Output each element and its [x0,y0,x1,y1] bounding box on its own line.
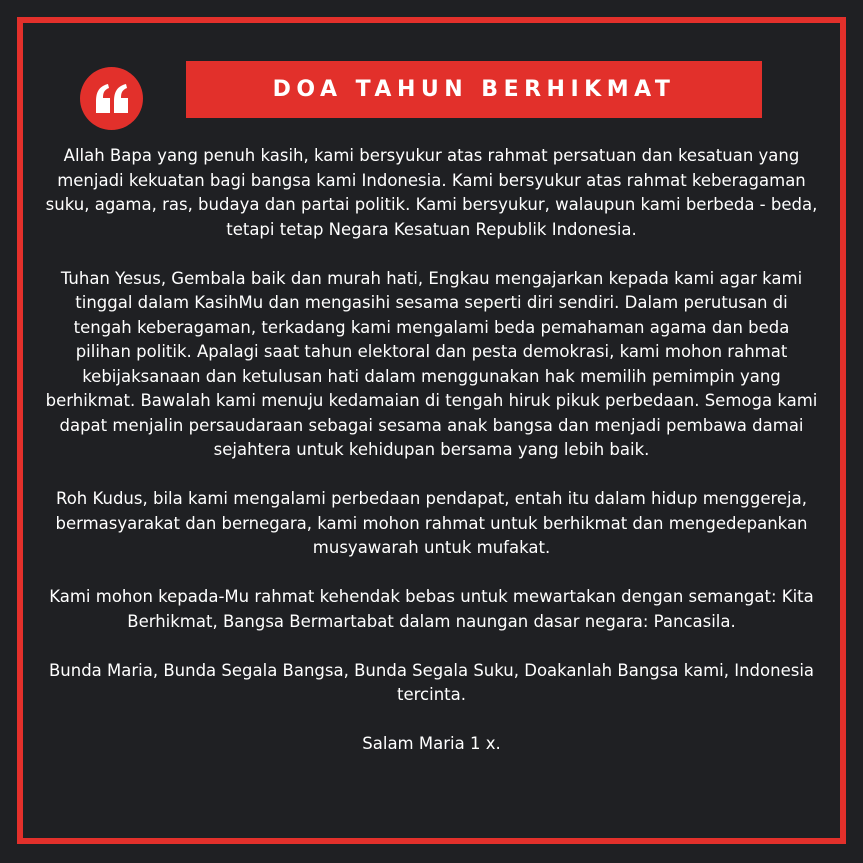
paragraph-4: Kami mohon kepada-Mu rahmat kehendak bebas untuk mewartakan dengan semangat: Kita Berhikmat, Bangsa Bermartabat dalam naungan dasar negara: Pancasila. [49,587,814,631]
closing-line: Salam Maria 1 x. [362,734,501,753]
card-frame [17,17,846,844]
paragraph-3: Roh Kudus, bila kami mengalami perbedaan pendapat, entah itu dalam hidup menggereja, bermasyarakat dan bernegara, kami mohon rahmat untuk berhikmat dan mengedepankan musyawarah untuk mufakat. [55,489,808,557]
prayer-text [45,144,818,757]
page-title: DOA TAHUN BERHIKMAT [272,77,676,102]
paragraph-1: Allah Bapa yang penuh kasih, kami bersyukur atas rahmat persatuan dan kesatuan yang menjadi kekuatan bagi bangsa kami Indonesia. Kami bersyukur atas rahmat keberagaman suku, agama, ras, budaya dan partai politik. Kami bersyukur, walaupun kami berbeda - beda, tetapi tetap Negara Kesatuan Republik Indonesia. [45,146,818,239]
title-banner [186,61,762,118]
paragraph-5: Bunda Maria, Bunda Segala Bangsa, Bunda Segala Suku, Doakanlah Bangsa kami, Indonesia tercinta. [48,660,815,704]
quotation-mark-icon [95,84,129,114]
quote-badge [80,67,143,130]
paragraph-2: Tuhan Yesus, Gembala baik dan murah hati, Engkau mengajarkan kepada kami agar kami tinggal dalam KasihMu dan mengasihi sesama seperti diri sendiri. Dalam perutusan di tengah keberagaman, terkadang kami mengalami beda pemahaman agama dan beda pilihan politik. Apalagi saat tahun elektoral dan pesta demokrasi, kami mohon rahmat kebijaksanaan dan ketulusan hati dalam menggunakan hak memilih pemimpin yang berhikmat. Bawalah kami menuju kedamaian di tengah hiruk pikuk perbedaan. Semoga kami dapat menjalin persaudaraan sebagai sesama anak bangsa dan menjadi pembawa damai sejahtera untuk kehidupan bersama yang lebih baik. [45,268,818,459]
